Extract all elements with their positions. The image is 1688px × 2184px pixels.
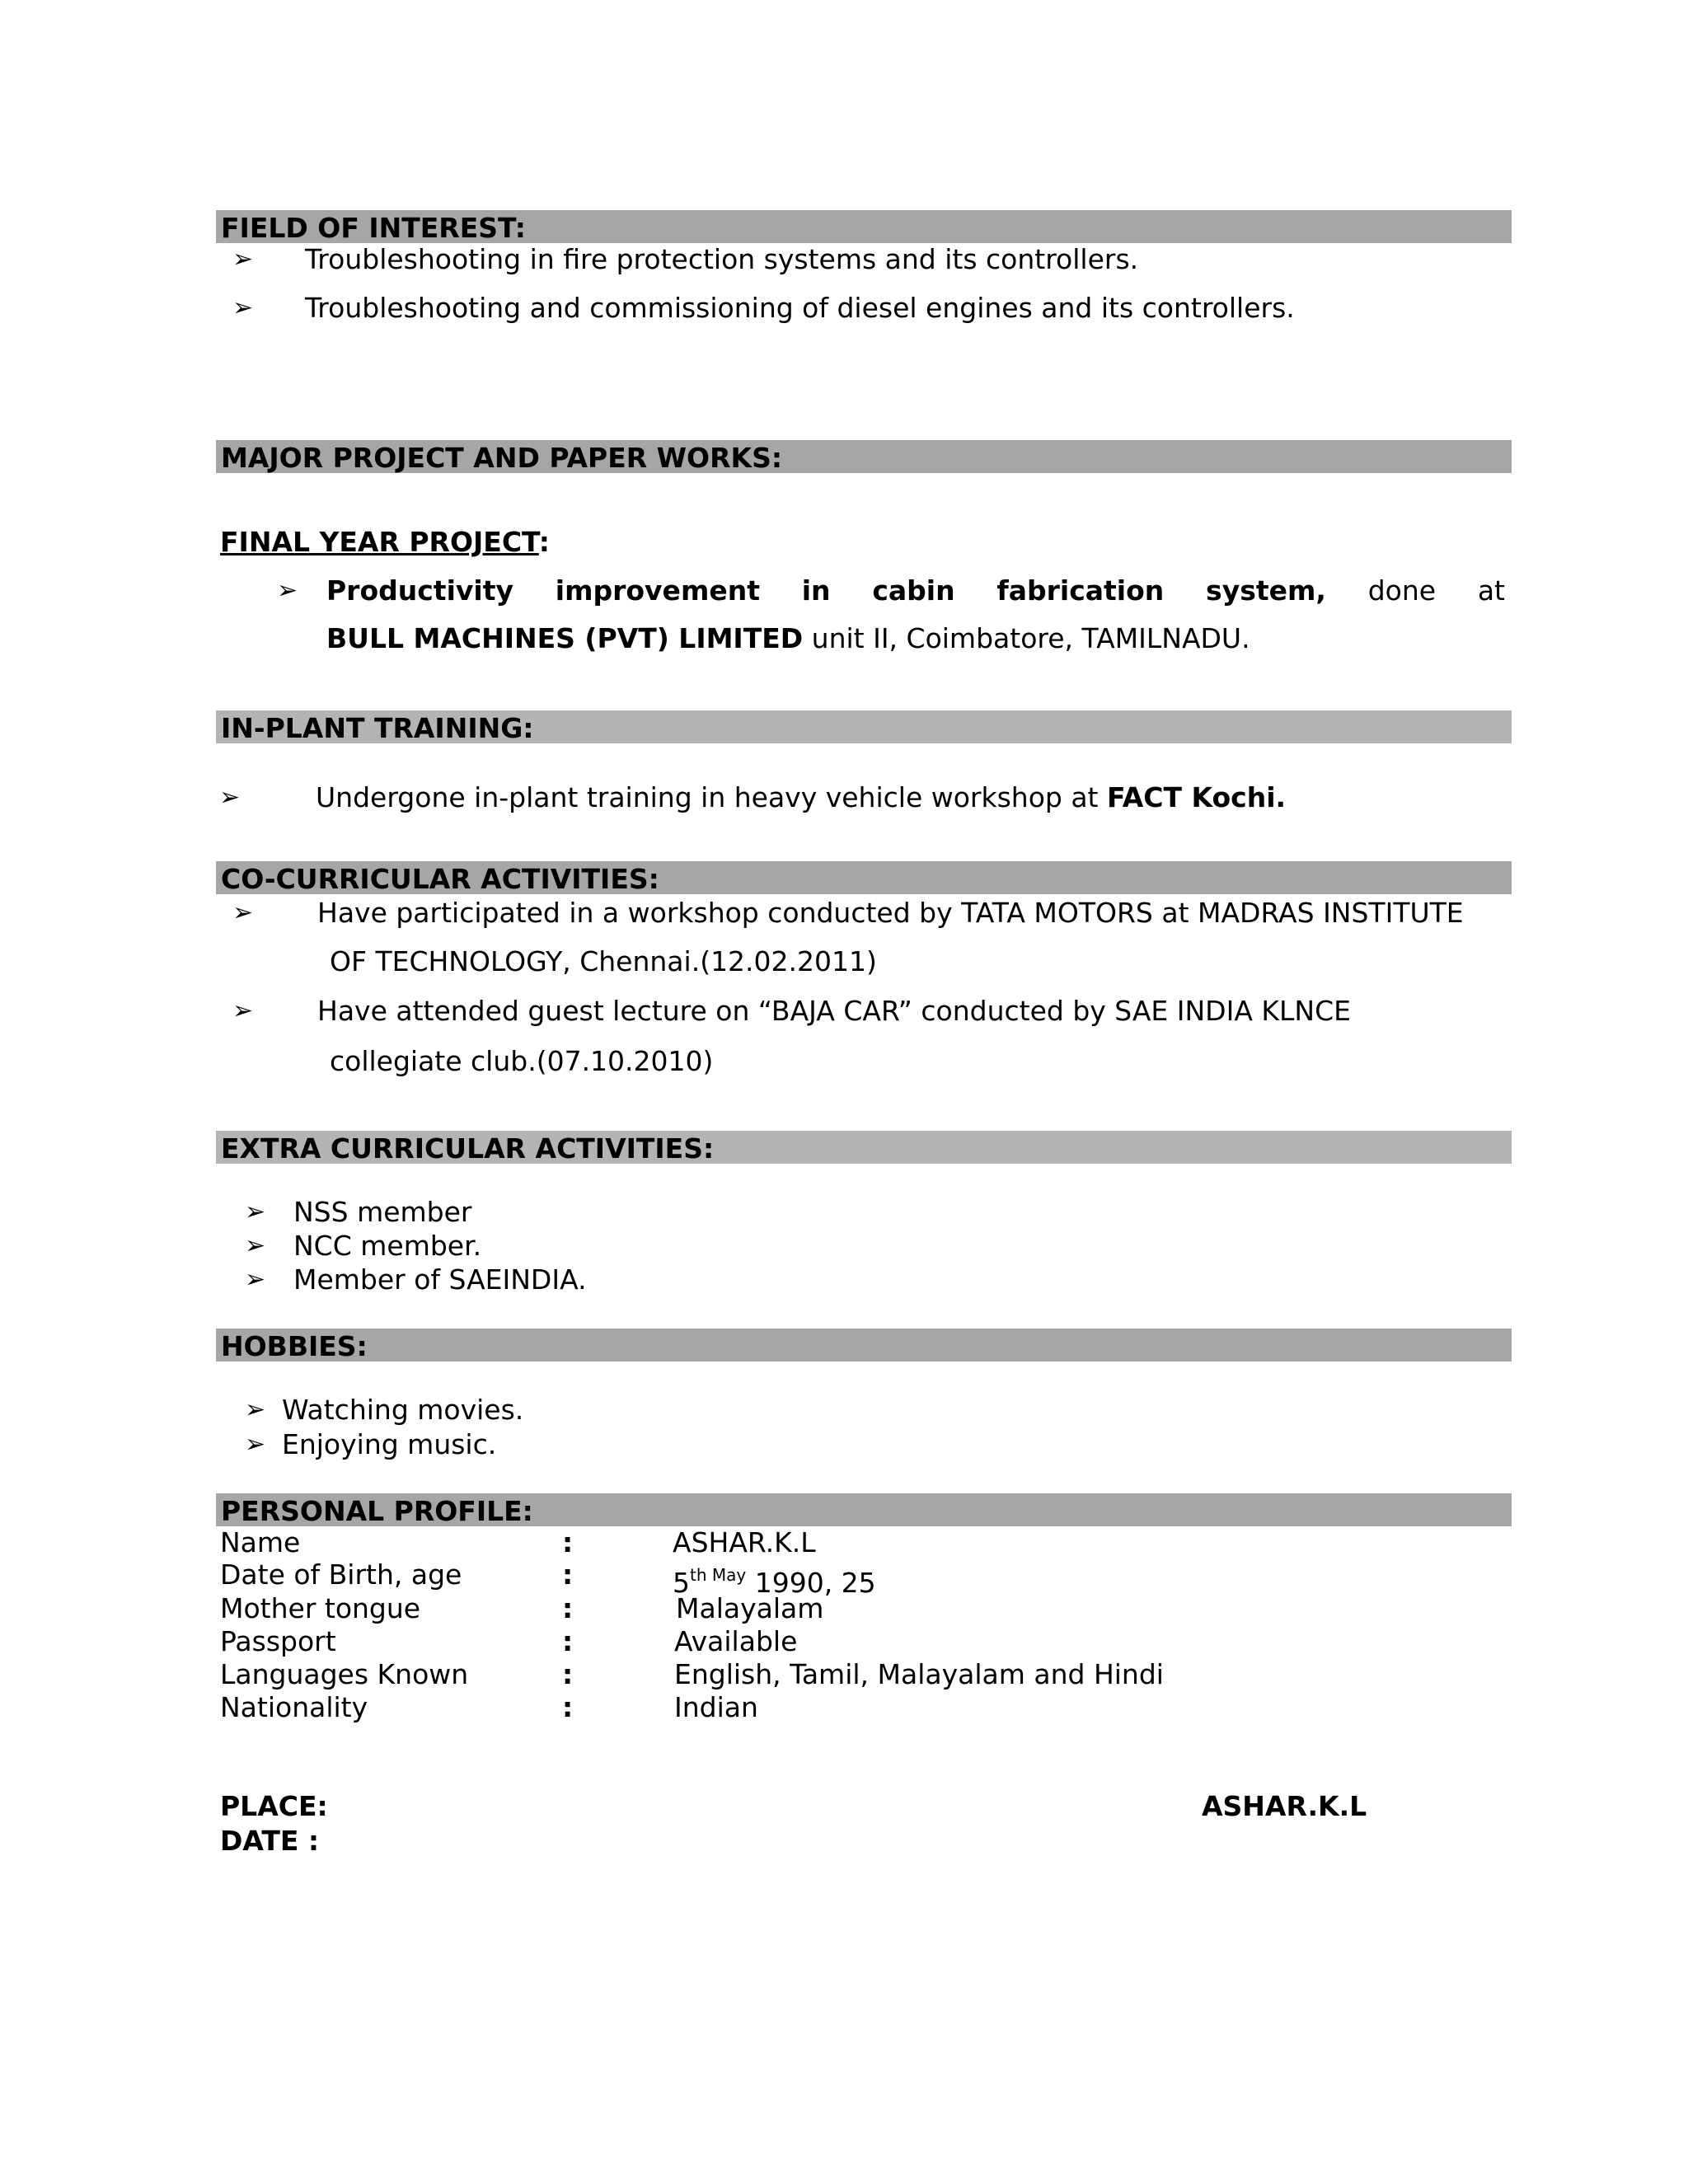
project-word: cabin <box>872 574 955 607</box>
hobbies-heading: HOBBIES: <box>216 1329 1512 1361</box>
in-plant-item: Undergone in-plant training in heavy vehicle workshop at FACT Kochi. <box>316 781 1287 813</box>
co-curricular-item: Have attended guest lecture on “BAJA CAR” conducted by SAE INDIA KLNCE <box>317 995 1351 1027</box>
project-word: done <box>1367 574 1437 607</box>
bullet-arrow-icon: ➢ <box>245 1231 266 1260</box>
project-word: improvement <box>555 574 760 607</box>
hobby-item: Watching movies. <box>282 1394 524 1426</box>
personal-profile-heading: PERSONAL PROFILE: <box>216 1493 1512 1526</box>
profile-label: Name <box>220 1526 301 1558</box>
interest-item: Troubleshooting and commissioning of diesel engines and its controllers. <box>305 292 1295 324</box>
profile-label: Date of Birth, age <box>220 1558 462 1591</box>
interest-item: Troubleshooting in fire protection systems and its controllers. <box>305 243 1139 275</box>
bullet-arrow-icon: ➢ <box>232 996 254 1025</box>
extra-curricular-heading: EXTRA CURRICULAR ACTIVITIES: <box>216 1131 1512 1164</box>
profile-label: Languages Known <box>220 1658 469 1690</box>
bullet-arrow-icon: ➢ <box>232 245 254 274</box>
co-curricular-item-cont: collegiate club.(07.10.2010) <box>330 1045 714 1077</box>
date-label: DATE : <box>220 1825 320 1857</box>
bullet-arrow-icon: ➢ <box>245 1197 266 1226</box>
bullet-arrow-icon: ➢ <box>232 293 254 322</box>
co-curricular-heading: CO-CURRICULAR ACTIVITIES: <box>216 861 1512 894</box>
project-word: Productivity <box>326 574 514 607</box>
hobby-item: Enjoying music. <box>282 1428 497 1460</box>
profile-separator: : <box>562 1558 574 1591</box>
project-word: fabrication <box>996 574 1165 607</box>
project-word: at <box>1477 574 1505 607</box>
profile-value: Malayalam <box>676 1592 824 1624</box>
bullet-arrow-icon: ➢ <box>232 898 254 927</box>
co-curricular-item-cont: OF TECHNOLOGY, Chennai.(12.02.2011) <box>330 945 877 977</box>
profile-value: ASHAR.K.L <box>673 1526 816 1558</box>
project-company-line: BULL MACHINES (PVT) LIMITED unit II, Coimbatore, TAMILNADU. <box>326 622 1250 654</box>
major-project-heading: MAJOR PROJECT AND PAPER WORKS: <box>216 440 1512 473</box>
profile-value: Available <box>674 1625 798 1657</box>
profile-value: Indian <box>674 1691 758 1723</box>
extra-curricular-item: Member of SAEINDIA. <box>293 1263 587 1296</box>
co-curricular-item: Have participated in a workshop conducted by TATA MOTORS at MADRAS INSTITUTE <box>317 897 1464 929</box>
final-year-project-subheading: FINAL YEAR PROJECT: <box>220 526 550 558</box>
profile-separator: : <box>562 1592 574 1624</box>
place-label: PLACE: <box>220 1790 328 1822</box>
profile-value: $5^{th May}$ 1990, 25 <box>673 1565 876 1599</box>
profile-separator: : <box>562 1658 574 1690</box>
bullet-arrow-icon: ➢ <box>245 1395 266 1424</box>
bullet-arrow-icon: ➢ <box>245 1265 266 1294</box>
project-title-line <box>326 574 1505 607</box>
profile-label: Mother tongue <box>220 1592 421 1624</box>
project-word: in <box>801 574 831 607</box>
extra-curricular-item: NSS member <box>293 1196 472 1228</box>
profile-separator: : <box>562 1691 574 1723</box>
profile-label: Nationality <box>220 1691 368 1723</box>
profile-label: Passport <box>220 1625 336 1657</box>
project-word: system, <box>1206 574 1326 607</box>
extra-curricular-item: NCC member. <box>293 1230 482 1262</box>
profile-value: English, Tamil, Malayalam and Hindi <box>674 1658 1164 1690</box>
field-of-interest-heading: FIELD OF INTEREST: <box>216 210 1512 243</box>
profile-separator: : <box>562 1526 574 1558</box>
profile-separator: : <box>562 1625 574 1657</box>
bullet-arrow-icon: ➢ <box>219 783 241 812</box>
bullet-arrow-icon: ➢ <box>277 576 298 605</box>
bullet-arrow-icon: ➢ <box>245 1430 266 1459</box>
in-plant-training-heading: IN-PLANT TRAINING: <box>216 710 1512 743</box>
signature-name: ASHAR.K.L <box>1202 1790 1367 1822</box>
